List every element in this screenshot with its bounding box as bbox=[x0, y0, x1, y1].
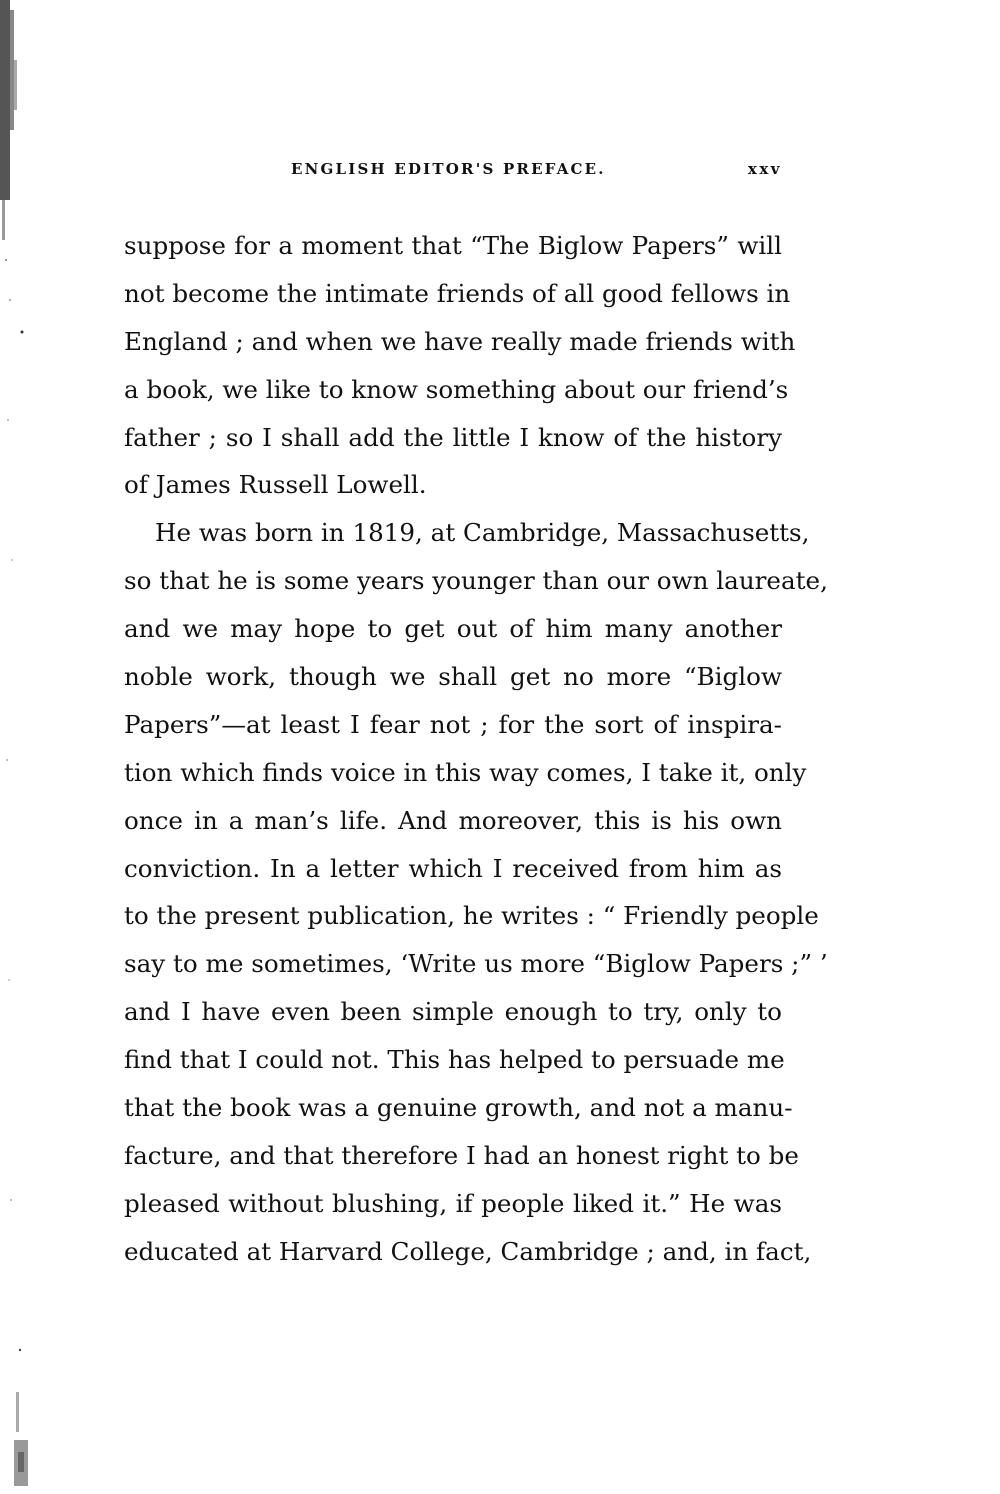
text-line: He was born in 1819, at Cambridge, Massachusetts, bbox=[155, 518, 810, 548]
text-line: say to me sometimes, ‘Write us more “Biglow Papers ;” ’ bbox=[124, 949, 828, 979]
text-line: to the present publication, he writes : “ Friendly people bbox=[124, 901, 819, 931]
scan-edge-artifact bbox=[0, 0, 40, 1494]
text-line: educated at Harvard College, Cambridge ; and, in fact, bbox=[124, 1236, 812, 1266]
text-line: and I have even been simple enough to try, only to bbox=[124, 997, 782, 1027]
text-line: of James Russell Lowell. bbox=[124, 470, 427, 500]
text-line: and we may hope to get out of him many another bbox=[124, 614, 782, 644]
text-line: noble work, though we shall get no more “Biglow bbox=[124, 662, 782, 692]
text-line: a book, we like to know something about our friend’s bbox=[124, 374, 789, 404]
text-line: not become the intimate friends of all good fellows in bbox=[124, 278, 791, 308]
running-head bbox=[124, 160, 784, 190]
text-line: tion which finds voice in this way comes, I take it, only bbox=[124, 757, 807, 787]
text-line: once in a man’s life. And moreover, this is his own bbox=[124, 805, 782, 835]
text-line: that the book was a genuine growth, and not a manu- bbox=[124, 1093, 793, 1123]
page-number: xxv bbox=[747, 160, 782, 178]
text-line: father ; so I shall add the little I know of the history bbox=[124, 422, 782, 452]
text-line: conviction. In a letter which I received from him as bbox=[124, 853, 782, 883]
text-line: facture, and that therefore I had an honest right to be bbox=[124, 1140, 799, 1170]
body-text bbox=[124, 222, 828, 1276]
text-line: Papers”—at least I fear not ; for the sort of inspira- bbox=[124, 709, 782, 739]
text-line: so that he is some years younger than our own laureate, bbox=[124, 566, 828, 596]
text-line: pleased without blushing, if people liked it.” He was bbox=[124, 1188, 782, 1218]
text-line: suppose for a moment that “The Biglow Papers” will bbox=[124, 231, 782, 260]
text-line: England ; and when we have really made friends with bbox=[124, 326, 796, 356]
text-line: find that I could not. This has helped to persuade me bbox=[124, 1045, 785, 1075]
running-title: ENGLISH EDITOR'S PREFACE. bbox=[291, 160, 606, 178]
